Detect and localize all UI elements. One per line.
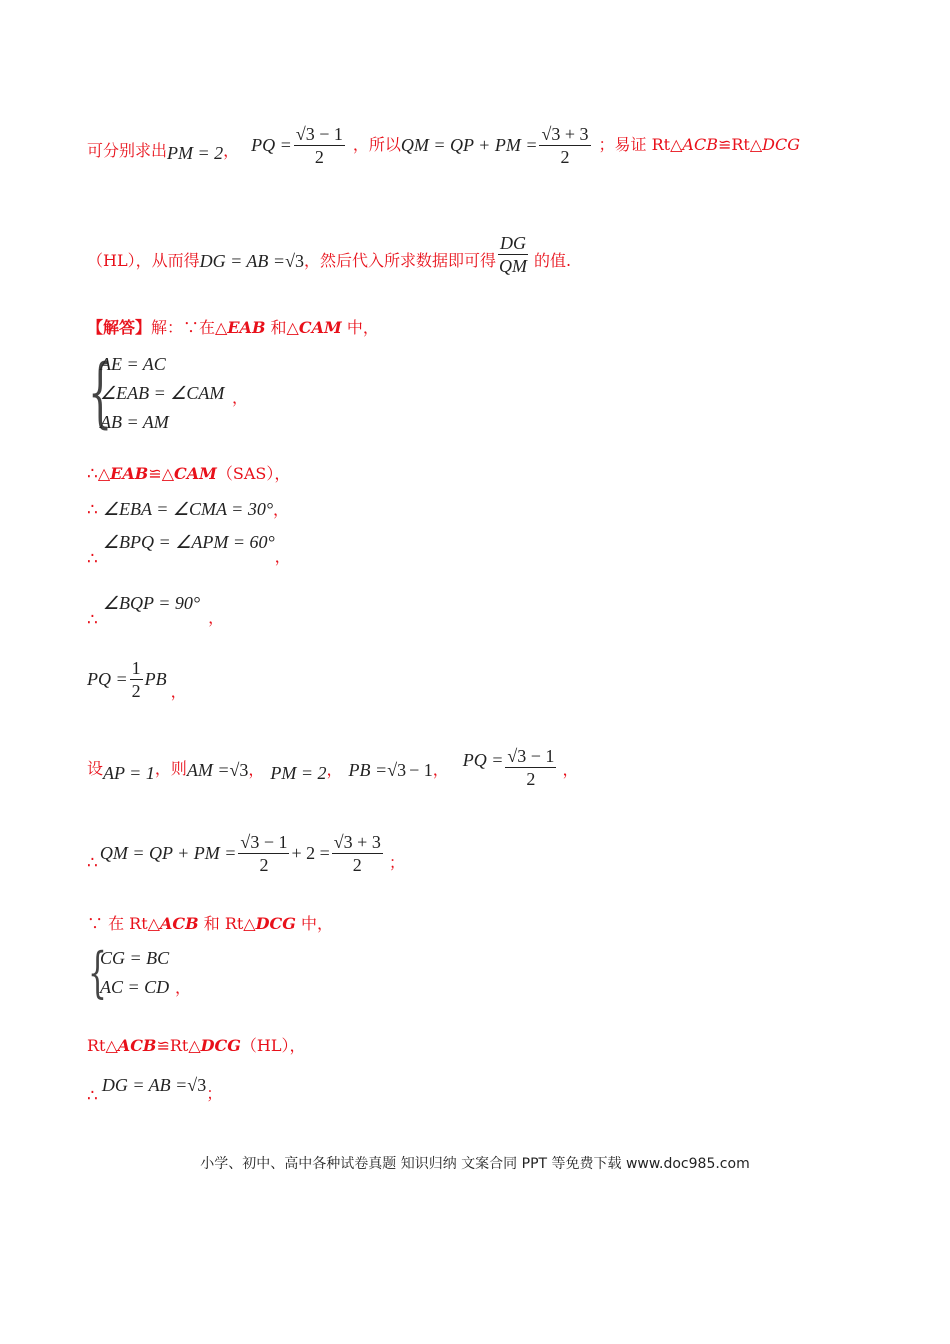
radicand: 3 [239,760,249,780]
text: ≌Rt△ [156,1036,201,1055]
math: − 1 [409,760,433,780]
fraction: $\frac{√3 + 3}{2}$ [333,831,381,875]
text: EAB [227,318,266,337]
sqrt-3: √3 [285,251,304,271]
therefore-symbol: ∴ [87,549,98,569]
text: ， [170,682,187,701]
radicand: 3 + 3 [551,123,589,144]
left-brace: { [88,941,107,1004]
text: ≌Rt△ [717,135,763,154]
equation: CG = BC [100,948,170,968]
step-pq-half-pb [87,654,187,704]
math: ∠BQP = 90° [102,593,201,613]
fraction-qm: $\frac{√3 + 3}{2}$ [541,123,589,167]
text: ≌△ [148,464,174,483]
math: + 2 = [291,843,330,863]
denominator: QM [498,255,527,276]
numerator: DG [499,232,526,253]
sqrt-3: √3 [229,760,249,780]
denominator: 2 [314,146,324,167]
radicand: 3 [397,760,407,780]
text: （HL）， [240,1036,306,1055]
therefore-symbol: ∴ [87,610,98,630]
step-congruent-hl [87,1038,306,1054]
math: AM = [186,760,230,780]
text: ， [274,547,291,566]
text: 可分别求出 [87,141,168,160]
math-dg: DG = AB = [199,251,286,271]
text: ， [432,760,449,779]
equation: AE = AC [100,354,166,374]
solution-label: 【解答】 [87,318,152,337]
fraction-pq: $\frac{√3 - 1}{2}$ [295,123,343,167]
text: 的值. [533,251,572,270]
text: ， [273,500,290,519]
text: ACB [117,1036,157,1055]
text: DCG [762,135,800,154]
text: ACB [682,135,718,154]
therefore-symbol: ∴ [87,1085,98,1106]
therefore-symbol: ∴ [87,464,98,484]
fraction-half [130,659,143,700]
math: QM = QP + PM = [99,843,237,863]
text: 设 [87,759,104,778]
text: ，然后代入所求数据即可得 [303,251,496,270]
sqrt-3: √3 [187,1075,207,1095]
denominator: 2 [259,854,269,875]
denominator: 2 [560,146,570,167]
text: ， [248,760,265,779]
text: ACB [159,914,199,933]
step-in-triangles [87,916,333,932]
step-angle-60 [87,532,291,569]
text: ； [388,853,405,872]
text: ，则 [154,759,187,778]
text: ； [206,1084,223,1103]
left-brace: { [88,347,113,436]
text: CAM [174,464,217,483]
text: ，所以 [352,135,401,154]
text: 解：∵在△ [151,318,228,337]
text: ， [208,608,225,627]
equation: ∠EAB = ∠CAM [100,383,225,403]
text: ∵ 在 Rt△ [87,914,160,933]
math: PB = [348,760,388,780]
analysis-line-2 [87,228,571,280]
sqrt-3: √3 [387,760,407,780]
therefore-symbol: ∴ [87,500,98,520]
text: 和 Rt△ [198,914,256,933]
text: EAB [110,464,149,483]
text: （SAS）， [216,464,291,483]
text: DCG [200,1036,241,1055]
math: PQ = [87,669,128,689]
equation-system-2 [100,944,169,1002]
text: 中， [295,914,333,933]
solution-heading [87,320,379,336]
analysis-line-1 [87,120,800,170]
denominator: 2 [352,854,362,875]
step-angle-90 [87,593,225,630]
math: PQ = [462,750,504,770]
text: Rt△ [87,1036,118,1055]
equation-system-1 [100,350,224,437]
text: 中， [341,318,379,337]
math-qm: QM = QP + PM = [400,135,538,155]
text: DCG [255,914,296,933]
equation: AC = CD [100,977,170,997]
fraction-pq: $\frac{√3 - 1}{2}$ [507,745,555,789]
step-dg-value [87,1068,223,1106]
math-pq-lhs: PQ = [251,135,292,155]
radicand: 3 + 3 [343,831,381,852]
text: ， [232,388,249,407]
radicand: 3 − 1 [305,123,343,144]
math: ∠EBA = ∠CMA = 30° [102,499,274,519]
step-angle-30 [87,500,289,519]
page-footer: 小学、初中、高中各种试卷真题 知识归纳 文案合同 PPT 等免费下载 www.doc985.com [200,1156,750,1172]
step-qm-value [87,826,405,880]
math: DG = AB = [101,1075,188,1095]
radicand: 3 [197,1075,207,1095]
equation: AB = AM [100,412,169,432]
math: ∠BPQ = ∠APM = 60° [102,532,275,552]
denominator: 2 [131,680,141,701]
math: PB [144,669,167,689]
math: PM = 2 [270,763,327,783]
numerator: 1 [131,657,141,678]
text: ；易证 Rt△ [598,135,683,154]
radicand: 3 [294,251,304,271]
math-pm: PM = 2 [167,143,224,163]
text: △ [97,464,111,483]
fraction: $\frac{√3 - 1}{2}$ [240,831,288,875]
text: 和△ [265,318,299,337]
fraction-dg-qm [498,234,528,275]
step-set-ap [87,742,578,792]
therefore-symbol: ∴ [87,852,98,873]
text: ， [175,978,192,997]
radicand: 3 − 1 [250,831,288,852]
text: ， [562,760,579,779]
text: ， [326,760,343,779]
text: CAM [298,318,342,337]
step-congruent-sas [87,466,290,483]
math: AP = 1 [103,763,155,783]
text: ， [223,141,240,160]
radicand: 3 − 1 [517,745,555,766]
denominator: 2 [526,768,536,789]
text: （HL），从而得 [87,251,200,270]
